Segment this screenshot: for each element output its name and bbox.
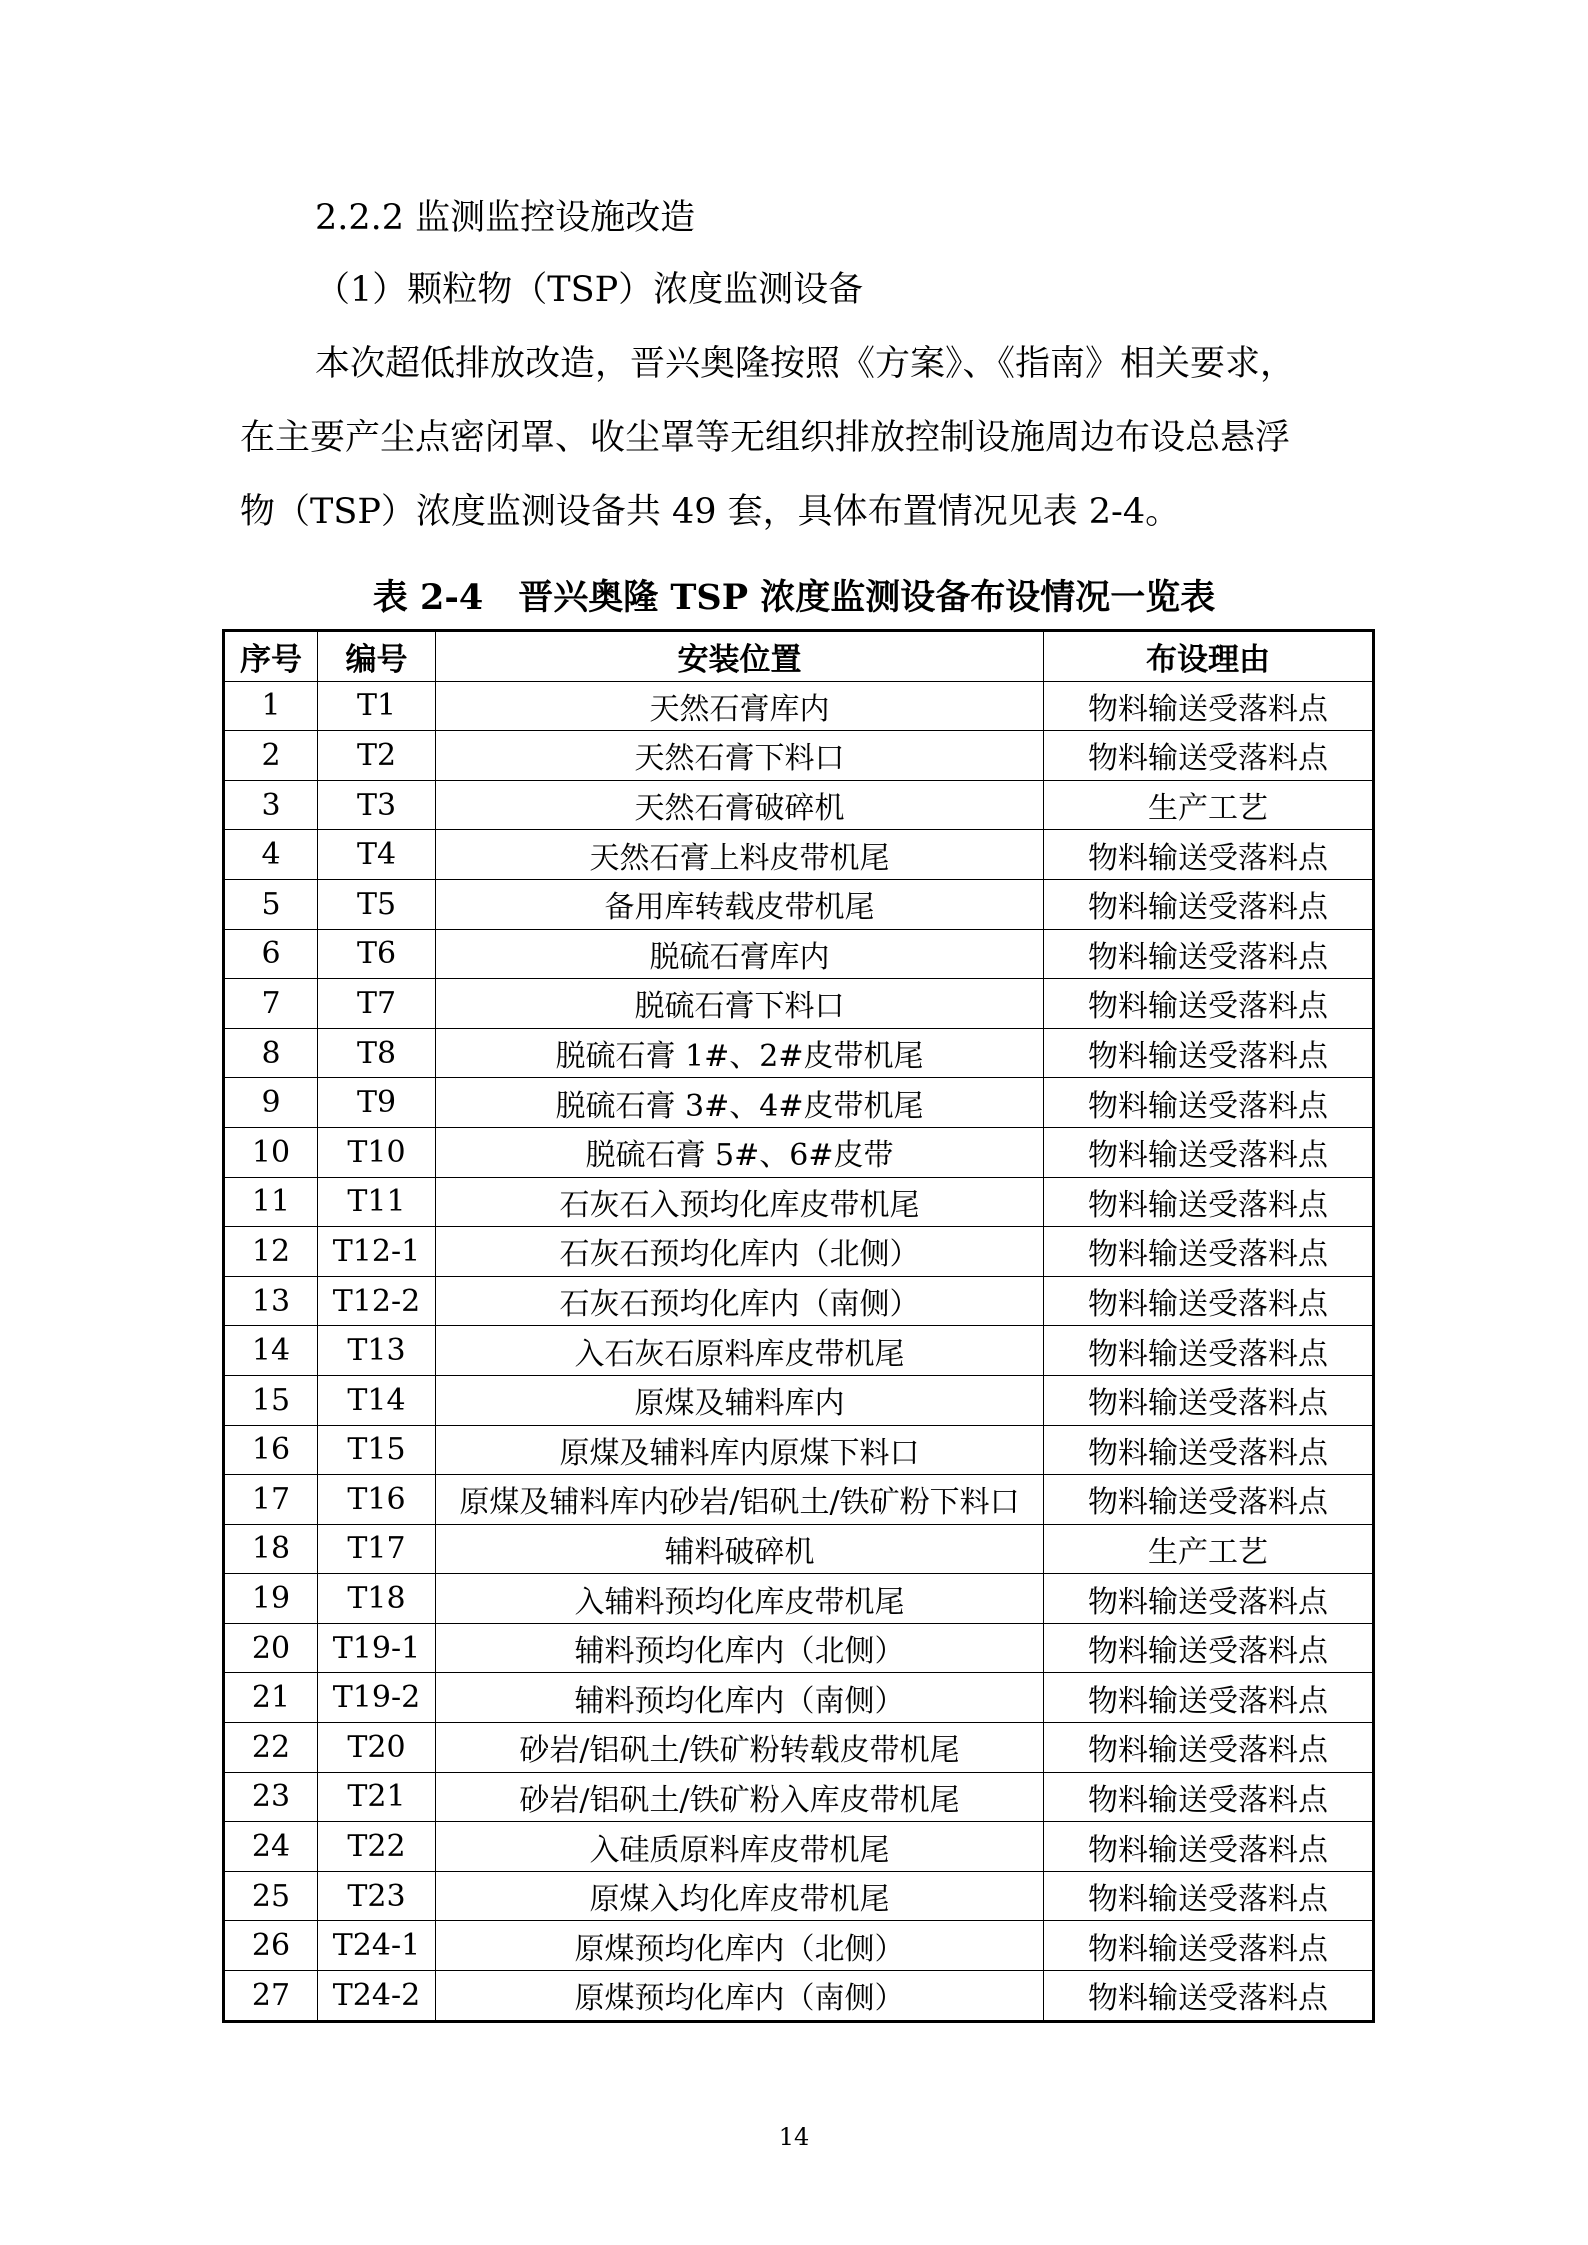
- table-row: [224, 1425, 1374, 1475]
- header-cell: 安装位置: [436, 631, 1044, 682]
- reason-cell: 物料输送受落料点: [1044, 1276, 1374, 1326]
- reason-cell: 生产工艺: [1044, 780, 1374, 830]
- reason-cell: 物料输送受落料点: [1044, 830, 1374, 880]
- reason-cell: 物料输送受落料点: [1044, 1475, 1374, 1525]
- row-number-cell: 13: [224, 1276, 318, 1326]
- row-number-cell: 16: [224, 1425, 318, 1475]
- row-number-cell: 9: [224, 1078, 318, 1128]
- header-cell: 布设理由: [1044, 631, 1374, 682]
- code-cell: T3: [318, 780, 436, 830]
- reason-cell: 物料输送受落料点: [1044, 1127, 1374, 1177]
- code-cell: T22: [318, 1822, 436, 1872]
- row-number-cell: 6: [224, 929, 318, 979]
- location-cell: 天然石膏下料口: [436, 731, 1044, 781]
- location-cell: 入硅质原料库皮带机尾: [436, 1822, 1044, 1872]
- table-row: [224, 1375, 1374, 1425]
- location-cell: 脱硫石膏库内: [436, 929, 1044, 979]
- code-cell: T7: [318, 979, 436, 1029]
- code-cell: T19-2: [318, 1673, 436, 1723]
- location-cell: 入辅料预均化库皮带机尾: [436, 1574, 1044, 1624]
- reason-cell: 生产工艺: [1044, 1524, 1374, 1574]
- row-number-cell: 14: [224, 1326, 318, 1376]
- table-row: [224, 780, 1374, 830]
- row-number-cell: 11: [224, 1177, 318, 1227]
- paragraph-line: 在主要产尘点密闭罩、收尘罩等无组织排放控制设施周边布设总悬浮: [240, 418, 1291, 458]
- table-row: [224, 1971, 1374, 2022]
- table-row: [224, 830, 1374, 880]
- reason-cell: 物料输送受落料点: [1044, 1177, 1374, 1227]
- table-row: [224, 1822, 1374, 1872]
- location-cell: 备用库转载皮带机尾: [436, 879, 1044, 929]
- table-row: [224, 1524, 1374, 1574]
- row-number-cell: 8: [224, 1028, 318, 1078]
- reason-cell: 物料输送受落料点: [1044, 731, 1374, 781]
- location-cell: 砂岩/铝矾土/铁矿粉转载皮带机尾: [436, 1723, 1044, 1773]
- code-cell: T6: [318, 929, 436, 979]
- location-cell: 原煤及辅料库内砂岩/铝矾土/铁矿粉下料口: [436, 1475, 1044, 1525]
- row-number-cell: 26: [224, 1921, 318, 1971]
- code-cell: T5: [318, 879, 436, 929]
- location-cell: 天然石膏库内: [436, 681, 1044, 731]
- reason-cell: 物料输送受落料点: [1044, 1772, 1374, 1822]
- reason-cell: 物料输送受落料点: [1044, 1623, 1374, 1673]
- code-cell: T2: [318, 731, 436, 781]
- table-row: [224, 1078, 1374, 1128]
- row-number-cell: 3: [224, 780, 318, 830]
- table-row: [224, 1673, 1374, 1723]
- table-row: [224, 731, 1374, 781]
- tsp-monitoring-table: [222, 629, 1375, 2023]
- code-cell: T12-1: [318, 1227, 436, 1277]
- location-cell: 脱硫石膏 1#、2#皮带机尾: [436, 1028, 1044, 1078]
- location-cell: 原煤预均化库内（北侧）: [436, 1921, 1044, 1971]
- code-cell: T24-1: [318, 1921, 436, 1971]
- location-cell: 脱硫石膏下料口: [436, 979, 1044, 1029]
- location-cell: 原煤预均化库内（南侧）: [436, 1971, 1044, 2022]
- row-number-cell: 4: [224, 830, 318, 880]
- reason-cell: 物料输送受落料点: [1044, 1822, 1374, 1872]
- reason-cell: 物料输送受落料点: [1044, 879, 1374, 929]
- row-number-cell: 25: [224, 1871, 318, 1921]
- table-row: [224, 1871, 1374, 1921]
- code-cell: T18: [318, 1574, 436, 1624]
- row-number-cell: 17: [224, 1475, 318, 1525]
- location-cell: 脱硫石膏 5#、6#皮带: [436, 1127, 1044, 1177]
- code-cell: T17: [318, 1524, 436, 1574]
- row-number-cell: 5: [224, 879, 318, 929]
- reason-cell: 物料输送受落料点: [1044, 1326, 1374, 1376]
- table-row: [224, 1177, 1374, 1227]
- header-cell: 序号: [224, 631, 318, 682]
- reason-cell: 物料输送受落料点: [1044, 1921, 1374, 1971]
- reason-cell: 物料输送受落料点: [1044, 1871, 1374, 1921]
- location-cell: 原煤入均化库皮带机尾: [436, 1871, 1044, 1921]
- table-row: [224, 1028, 1374, 1078]
- subsection-heading: （1）颗粒物（TSP）浓度监测设备: [315, 270, 864, 310]
- reason-cell: 物料输送受落料点: [1044, 1028, 1374, 1078]
- table-row: [224, 1127, 1374, 1177]
- row-number-cell: 23: [224, 1772, 318, 1822]
- location-cell: 原煤及辅料库内: [436, 1375, 1044, 1425]
- table-body: [224, 681, 1374, 2021]
- table-row: [224, 1326, 1374, 1376]
- reason-cell: 物料输送受落料点: [1044, 979, 1374, 1029]
- row-number-cell: 12: [224, 1227, 318, 1277]
- reason-cell: 物料输送受落料点: [1044, 1375, 1374, 1425]
- row-number-cell: 20: [224, 1623, 318, 1673]
- section-heading: 2.2.2 监测监控设施改造: [315, 198, 696, 238]
- location-cell: 砂岩/铝矾土/铁矿粉入库皮带机尾: [436, 1772, 1044, 1822]
- code-cell: T21: [318, 1772, 436, 1822]
- code-cell: T23: [318, 1871, 436, 1921]
- table-row: [224, 1723, 1374, 1773]
- location-cell: 原煤及辅料库内原煤下料口: [436, 1425, 1044, 1475]
- code-cell: T1: [318, 681, 436, 731]
- reason-cell: 物料输送受落料点: [1044, 1078, 1374, 1128]
- location-cell: 脱硫石膏 3#、4#皮带机尾: [436, 1078, 1044, 1128]
- row-number-cell: 18: [224, 1524, 318, 1574]
- table-row: [224, 1227, 1374, 1277]
- row-number-cell: 19: [224, 1574, 318, 1624]
- location-cell: 天然石膏上料皮带机尾: [436, 830, 1044, 880]
- code-cell: T8: [318, 1028, 436, 1078]
- table-row: [224, 1921, 1374, 1971]
- code-cell: T14: [318, 1375, 436, 1425]
- row-number-cell: 15: [224, 1375, 318, 1425]
- reason-cell: 物料输送受落料点: [1044, 1425, 1374, 1475]
- table-row: [224, 929, 1374, 979]
- row-number-cell: 1: [224, 681, 318, 731]
- code-cell: T4: [318, 830, 436, 880]
- table-row: [224, 1772, 1374, 1822]
- row-number-cell: 2: [224, 731, 318, 781]
- row-number-cell: 27: [224, 1971, 318, 2022]
- code-cell: T12-2: [318, 1276, 436, 1326]
- code-cell: T15: [318, 1425, 436, 1475]
- row-number-cell: 7: [224, 979, 318, 1029]
- reason-cell: 物料输送受落料点: [1044, 1574, 1374, 1624]
- table-row: [224, 1623, 1374, 1673]
- code-cell: T11: [318, 1177, 436, 1227]
- code-cell: T9: [318, 1078, 436, 1128]
- location-cell: 石灰石预均化库内（南侧）: [436, 1276, 1044, 1326]
- table-row: [224, 1574, 1374, 1624]
- paragraph-line: 本次超低排放改造，晋兴奥隆按照《方案》、《指南》相关要求，: [315, 344, 1296, 384]
- table-caption: 表 2-4 晋兴奥隆 TSP 浓度监测设备布设情况一览表: [372, 577, 1216, 618]
- reason-cell: 物料输送受落料点: [1044, 1971, 1374, 2022]
- paragraph-line: 物（TSP）浓度监测设备共 49 套，具体布置情况见表 2-4。: [240, 492, 1181, 532]
- reason-cell: 物料输送受落料点: [1044, 1723, 1374, 1773]
- location-cell: 辅料破碎机: [436, 1524, 1044, 1574]
- table-row: [224, 979, 1374, 1029]
- location-cell: 石灰石入预均化库皮带机尾: [436, 1177, 1044, 1227]
- code-cell: T24-2: [318, 1971, 436, 2022]
- page-number: 14: [778, 2123, 810, 2151]
- row-number-cell: 24: [224, 1822, 318, 1872]
- code-cell: T20: [318, 1723, 436, 1773]
- code-cell: T10: [318, 1127, 436, 1177]
- location-cell: 天然石膏破碎机: [436, 780, 1044, 830]
- header-cell: 编号: [318, 631, 436, 682]
- reason-cell: 物料输送受落料点: [1044, 929, 1374, 979]
- location-cell: 辅料预均化库内（南侧）: [436, 1673, 1044, 1723]
- reason-cell: 物料输送受落料点: [1044, 1673, 1374, 1723]
- location-cell: 辅料预均化库内（北侧）: [436, 1623, 1044, 1673]
- location-cell: 入石灰石原料库皮带机尾: [436, 1326, 1044, 1376]
- table-row: [224, 1276, 1374, 1326]
- code-cell: T16: [318, 1475, 436, 1525]
- table-row: [224, 879, 1374, 929]
- table-row: [224, 681, 1374, 731]
- row-number-cell: 21: [224, 1673, 318, 1723]
- code-cell: T19-1: [318, 1623, 436, 1673]
- reason-cell: 物料输送受落料点: [1044, 681, 1374, 731]
- location-cell: 石灰石预均化库内（北侧）: [436, 1227, 1044, 1277]
- table-row: [224, 1475, 1374, 1525]
- code-cell: T13: [318, 1326, 436, 1376]
- row-number-cell: 10: [224, 1127, 318, 1177]
- reason-cell: 物料输送受落料点: [1044, 1227, 1374, 1277]
- table-header-row: [224, 631, 1374, 682]
- row-number-cell: 22: [224, 1723, 318, 1773]
